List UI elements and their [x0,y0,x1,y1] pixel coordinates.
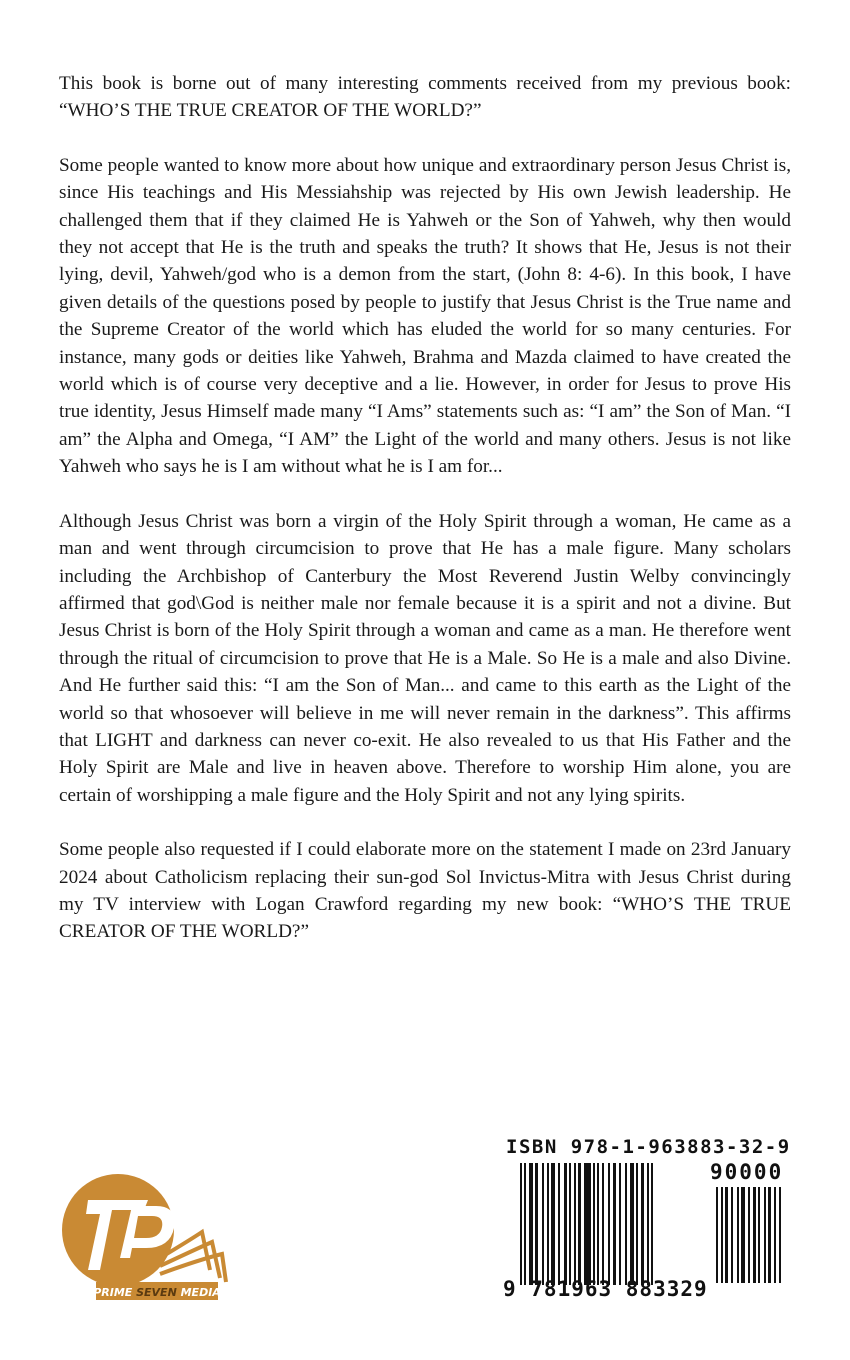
price-bars [716,1187,781,1283]
paragraph-jesus-identity: Some people wanted to know more about how unique and extraordinary person Jesus Christ is, since His teachings and His Messiahship was rejected by His own Jewish leadership. He challenged them that if they claimed He is Yahweh or the Son of Yahweh, why then would they not accept that He is the truth and speaks the truth? It shows that He, Jesus is not their lying, devil, Yahweh/god who is a demon from the start, (John 8: 4-6). In this book, I have given details of the questions posed by people to justify that Jesus Christ is the True name and the Supreme Creator of the world which has eluded the world for so many centuries. For instance, many gods or deities like Yahweh, Brahma and Mazda claimed to have created the world which is of course very deceptive and a lie. However, in order for Jesus to prove His true identity, Jesus Himself made many “I Ams” statements such as: “I am” the Son of Man. “I am” the Alpha and Omega, “I AM” the Light of the world and many others. Jesus is not like Yahweh who says he is I am without what he is I am for... [59,154,791,478]
back-cover-text [59,70,791,973]
paragraph-male-divine: Although Jesus Christ was born a virgin of the Holy Spirit through a woman, He came as a man and went through circumcision to prove that He has a male figure. Many scholars including the Archbishop of Canterbury the Most Reverend Justin Welby convincingly affirmed that god\God is neither male nor female because it is a spirit and not a divine. But Jesus Christ is born of the Holy Spirit through a woman and came as a man. He therefore went through the ritual of circumcision to prove that He is a Male. So He is a male and also Divine. And He further said this: “I am the Son of Man... and came to this earth as the Light of the world so that whosoever will believe in me will never remain in the darkness”. This affirms that LIGHT and darkness can never co-exit. He also revealed to us that His Father and the Holy Spirit are Male and live in heaven above. Therefore to worship Him alone, you are certain of worshipping a male figure and the Holy Spirit and not any lying spirits. [59,510,791,806]
price-code: 90000 [710,1160,784,1184]
paragraph-tv-interview: Some people also requested if I could elaborate more on the statement I made on 23rd January 2024 about Catholicism replacing their sun-god Sol Invictus-Mitra with Jesus Christ during my TV interview with Logan Crawford regarding my new book: “WHO’S THE TRUE CREATOR OF THE WORLD?” [59,839,791,943]
ean-digits: 9 781963 883329 [503,1277,708,1301]
publisher-logo [60,1170,232,1304]
isbn-label: ISBN 978-1-963883-32-9 [506,1136,791,1158]
ean-bars [520,1163,653,1285]
prime-seven-media-logo-icon [60,1170,232,1304]
svg-text:PRIME SEVEN MEDIA: PRIME SEVEN MEDIA [93,1286,221,1299]
paragraph-intro: This book is borne out of many interesting comments received from my previous book: “WHO’S THE TRUE CREATOR OF THE WORLD?” [59,73,791,122]
